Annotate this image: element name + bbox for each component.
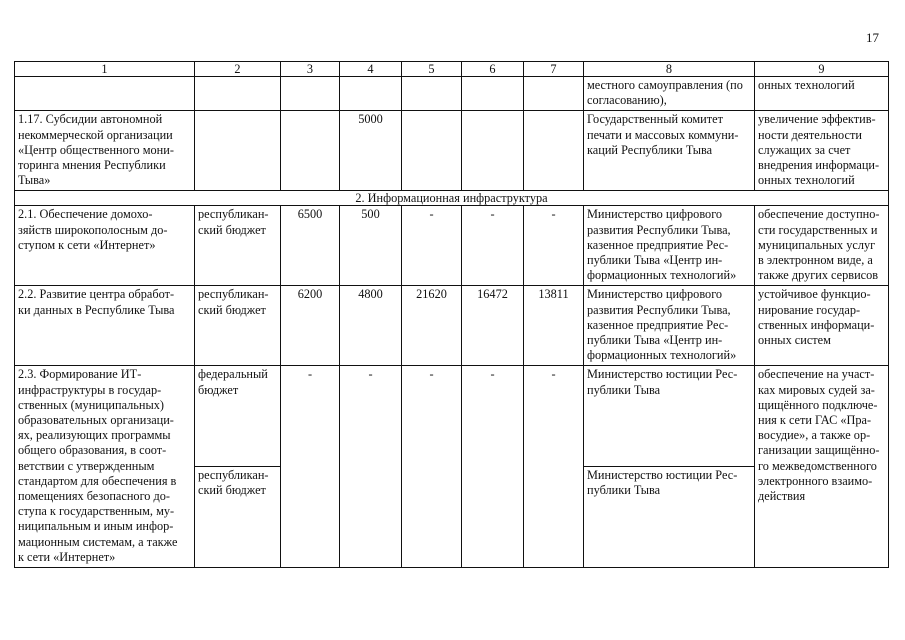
value-cell: 16472 bbox=[462, 286, 524, 366]
executor-cell: Министерство цифрового развития Республики Тыва, казенное предприятие Рес- публики Тыва «Центр ин- формационных технологий» bbox=[584, 206, 755, 286]
header-cell: 9 bbox=[755, 62, 889, 77]
header-cell: 8 bbox=[584, 62, 755, 77]
table-row-1-17 bbox=[15, 111, 889, 191]
header-cell: 5 bbox=[402, 62, 462, 77]
source-cell: республикан- ский бюджет bbox=[195, 206, 281, 286]
source-cell bbox=[195, 77, 281, 111]
measure-cell: 2.2. Развитие центра обработ- ки данных в Республике Тыва bbox=[15, 286, 195, 366]
section-row bbox=[15, 191, 889, 206]
value-cell: - bbox=[524, 366, 584, 568]
value-cell: 21620 bbox=[402, 286, 462, 366]
value-cell: 13811 bbox=[524, 286, 584, 366]
measure-cell: 1.17. Субсидии автономной некоммерческой организации «Центр общественного мони- торинга мнения Республики Тыва» bbox=[15, 111, 195, 191]
section-title: 2. Информационная инфраструктура bbox=[15, 191, 889, 206]
result-cell: обеспечение на участ- ках мировых судей за- щищённого подключе- ния к сети ГАС «Пра- восудие», а также ор- ганизации защищённо- го межведомственного электронного взаимо- действия bbox=[755, 366, 889, 568]
header-cell: 4 bbox=[340, 62, 402, 77]
measure-cell: 2.1. Обеспечение домохо- зяйств широкополосным до- ступом к сети «Интернет» bbox=[15, 206, 195, 286]
measure-cell: 2.3. Формирование ИТ- инфраструктуры в государ- ственных (муниципальных) образовательных организаци- ях, реализующих программы общего образования, в соот- ветствии с утвержденным стандартом для обеспечения в помещениях безопасного до- ступа к государственным, му- ниципальным и иным инфор- мационным системам, а также к сети «Интернет» bbox=[15, 366, 195, 568]
value-cell: - bbox=[340, 366, 402, 568]
header-cell: 1 bbox=[15, 62, 195, 77]
source-cell: республикан- ский бюджет bbox=[195, 467, 281, 568]
value-cell: - bbox=[402, 206, 462, 286]
table-row-2-2 bbox=[15, 286, 889, 366]
source-cell bbox=[195, 111, 281, 191]
measure-cell bbox=[15, 77, 195, 111]
header-cell: 3 bbox=[281, 62, 340, 77]
value-cell bbox=[340, 77, 402, 111]
program-table bbox=[14, 61, 889, 568]
value-cell bbox=[281, 77, 340, 111]
value-cell: - bbox=[281, 366, 340, 568]
result-cell: онных технологий bbox=[755, 77, 889, 111]
header-cell: 2 bbox=[195, 62, 281, 77]
value-cell: 4800 bbox=[340, 286, 402, 366]
table-row-2-3a bbox=[15, 366, 889, 467]
value-cell: 6200 bbox=[281, 286, 340, 366]
table-row-continuation bbox=[15, 77, 889, 111]
value-cell: 500 bbox=[340, 206, 402, 286]
executor-cell: Министерство юстиции Рес- публики Тыва bbox=[584, 366, 755, 467]
result-cell: устойчивое функцио- нирование государ- ственных информаци- онных систем bbox=[755, 286, 889, 366]
value-cell: 5000 bbox=[340, 111, 402, 191]
value-cell: - bbox=[524, 206, 584, 286]
value-cell: 6500 bbox=[281, 206, 340, 286]
executor-cell: Министерство цифрового развития Республики Тыва, казенное предприятие Рес- публики Тыва «Центр ин- формационных технологий» bbox=[584, 286, 755, 366]
header-row bbox=[15, 62, 889, 77]
header-cell: 6 bbox=[462, 62, 524, 77]
value-cell bbox=[281, 111, 340, 191]
executor-cell: Министерство юстиции Рес- публики Тыва bbox=[584, 467, 755, 568]
page-number: 17 bbox=[866, 30, 879, 45]
value-cell bbox=[402, 111, 462, 191]
value-cell bbox=[462, 111, 524, 191]
value-cell: - bbox=[462, 366, 524, 568]
result-cell: увеличение эффектив- ности деятельности служащих за счет внедрения информаци- онных технологий bbox=[755, 111, 889, 191]
value-cell bbox=[462, 77, 524, 111]
value-cell: - bbox=[462, 206, 524, 286]
value-cell bbox=[402, 77, 462, 111]
executor-cell: Государственный комитет печати и массовых коммуни- каций Республики Тыва bbox=[584, 111, 755, 191]
source-cell: федеральный бюджет bbox=[195, 366, 281, 467]
table-row-2-1 bbox=[15, 206, 889, 286]
source-cell: республикан- ский бюджет bbox=[195, 286, 281, 366]
result-cell: обеспечение доступно- сти государственных и муниципальных услуг в электронном виде, а также других сервисов bbox=[755, 206, 889, 286]
value-cell: - bbox=[402, 366, 462, 568]
header-cell: 7 bbox=[524, 62, 584, 77]
value-cell bbox=[524, 77, 584, 111]
value-cell bbox=[524, 111, 584, 191]
executor-cell: местного самоуправления (по согласованию), bbox=[584, 77, 755, 111]
